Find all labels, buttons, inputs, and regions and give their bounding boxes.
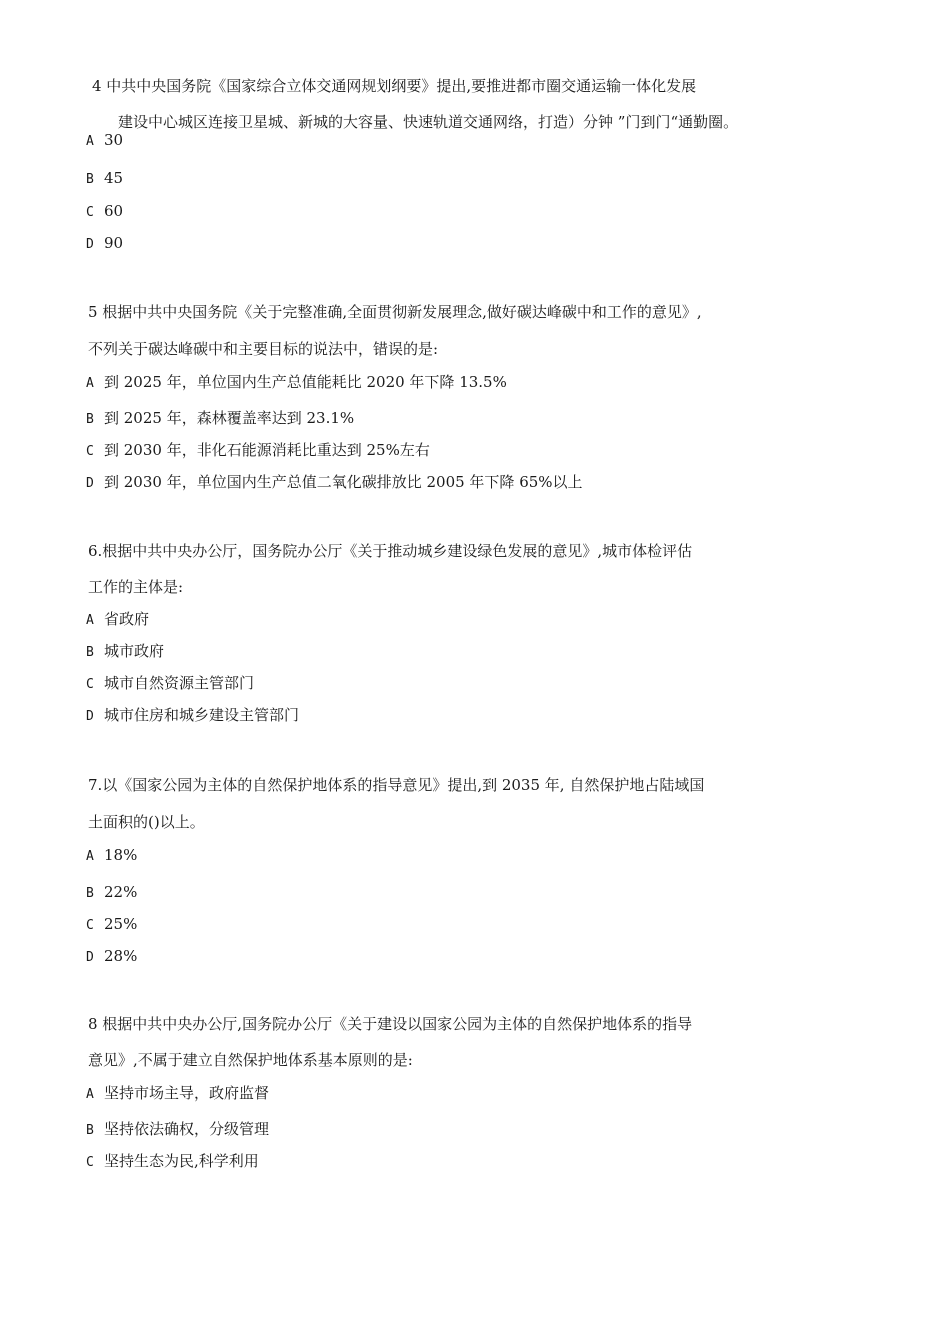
option-letter: C <box>86 444 94 459</box>
question-6-option-a <box>86 609 149 631</box>
question-5-option-c <box>86 440 430 462</box>
option-text: 45 <box>104 169 124 187</box>
option-letter: A <box>86 849 94 864</box>
option-letter: A <box>86 376 94 391</box>
option-letter: A <box>86 134 94 149</box>
option-text: 坚持市场主导，政府监督 <box>104 1084 270 1102</box>
option-text: 到 2025 年，单位国内生产总值能耗比 2020 年下降 13.5% <box>104 373 507 391</box>
option-letter: D <box>86 476 94 491</box>
question-5-option-d <box>86 472 583 494</box>
question-6-option-d <box>86 705 299 727</box>
option-text: 坚持依法确权，分级管理 <box>104 1120 270 1138</box>
question-8-stem-line-2: 意见》,不属于建立自然保护地体系基本原则的是: <box>88 1051 413 1069</box>
question-4-stem-line-2: 建设中心城区连接卫星城、新城的大容量、快速轨道交通网络，打造）分钟 ”门到门“通勤圈。 <box>118 113 739 131</box>
question-6-stem-line-1: 6.根据中共中央办公厅，国务院办公厅《关于推动城乡建设绿色发展的意见》,城市体检评估 <box>88 542 693 560</box>
question-6-stem-line-2: 工作的主体是: <box>88 578 184 596</box>
option-text: 省政府 <box>104 610 150 628</box>
question-8-option-c <box>86 1151 259 1173</box>
question-4-option-b <box>86 168 123 190</box>
question-7-option-b <box>86 882 137 904</box>
question-5-option-a <box>86 372 507 394</box>
option-letter: B <box>86 886 94 901</box>
option-text: 90 <box>104 234 124 252</box>
option-letter: C <box>86 1155 94 1170</box>
option-letter: B <box>86 645 94 660</box>
question-8-option-a <box>86 1083 269 1105</box>
option-letter: B <box>86 1123 94 1138</box>
question-6-option-c <box>86 673 254 695</box>
option-letter: A <box>86 1087 94 1102</box>
question-7-option-c <box>86 914 137 936</box>
question-4-option-c <box>86 201 123 223</box>
option-text: 18% <box>104 846 138 864</box>
option-letter: C <box>86 918 94 933</box>
question-5-option-b <box>86 408 354 430</box>
question-4-option-a <box>86 130 123 152</box>
option-text: 城市政府 <box>104 642 165 660</box>
option-text: 到 2030 年，非化石能源消耗比重达到 25%左右 <box>104 441 430 459</box>
option-letter: B <box>86 172 94 187</box>
option-letter: B <box>86 412 94 427</box>
question-7-option-a <box>86 845 137 867</box>
question-8-option-b <box>86 1119 269 1141</box>
option-letter: A <box>86 613 94 628</box>
question-7-option-d <box>86 946 137 968</box>
question-4-stem-line-1: 4 中共中央国务院《国家综合立体交通网规划纲要》提出,要推进都市圈交通运输一体化发展 <box>92 77 697 95</box>
option-letter: D <box>86 237 94 252</box>
option-letter: D <box>86 950 94 965</box>
option-text: 60 <box>104 202 124 220</box>
option-text: 28% <box>104 947 138 965</box>
option-letter: C <box>86 205 94 220</box>
question-6-option-b <box>86 641 164 663</box>
option-letter: D <box>86 709 94 724</box>
option-text: 30 <box>104 131 124 149</box>
question-4-option-d <box>86 233 123 255</box>
option-text: 到 2030 年，单位国内生产总值二氧化碳排放比 2005 年下降 65%以上 <box>104 473 583 491</box>
option-text: 坚持生态为民,科学利用 <box>104 1152 259 1170</box>
question-8-stem-line-1: 8 根据中共中央办公厅,国务院办公厅《关于建设以国家公园为主体的自然保护地体系的指导 <box>88 1015 693 1033</box>
question-5-stem-line-2: 不列关于碳达峰碳中和主要目标的说法中，错误的是: <box>88 340 439 358</box>
question-7-stem-line-1: 7.以《国家公园为主体的自然保护地体系的指导意见》提出,到 2035 年, 自然保护地占陆域国 <box>88 776 705 794</box>
option-text: 22% <box>104 883 138 901</box>
option-letter: C <box>86 677 94 692</box>
option-text: 25% <box>104 915 138 933</box>
question-5-stem-line-1: 5 根据中共中央国务院《关于完整准确,全面贯彻新发展理念,做好碳达峰碳中和工作的意见》, <box>88 303 702 321</box>
option-text: 城市自然资源主管部门 <box>104 674 255 692</box>
option-text: 城市住房和城乡建设主管部门 <box>104 706 300 724</box>
question-7-stem-line-2: 土面积的()以上。 <box>88 813 205 831</box>
option-text: 到 2025 年，森林覆盖率达到 23.1% <box>104 409 355 427</box>
